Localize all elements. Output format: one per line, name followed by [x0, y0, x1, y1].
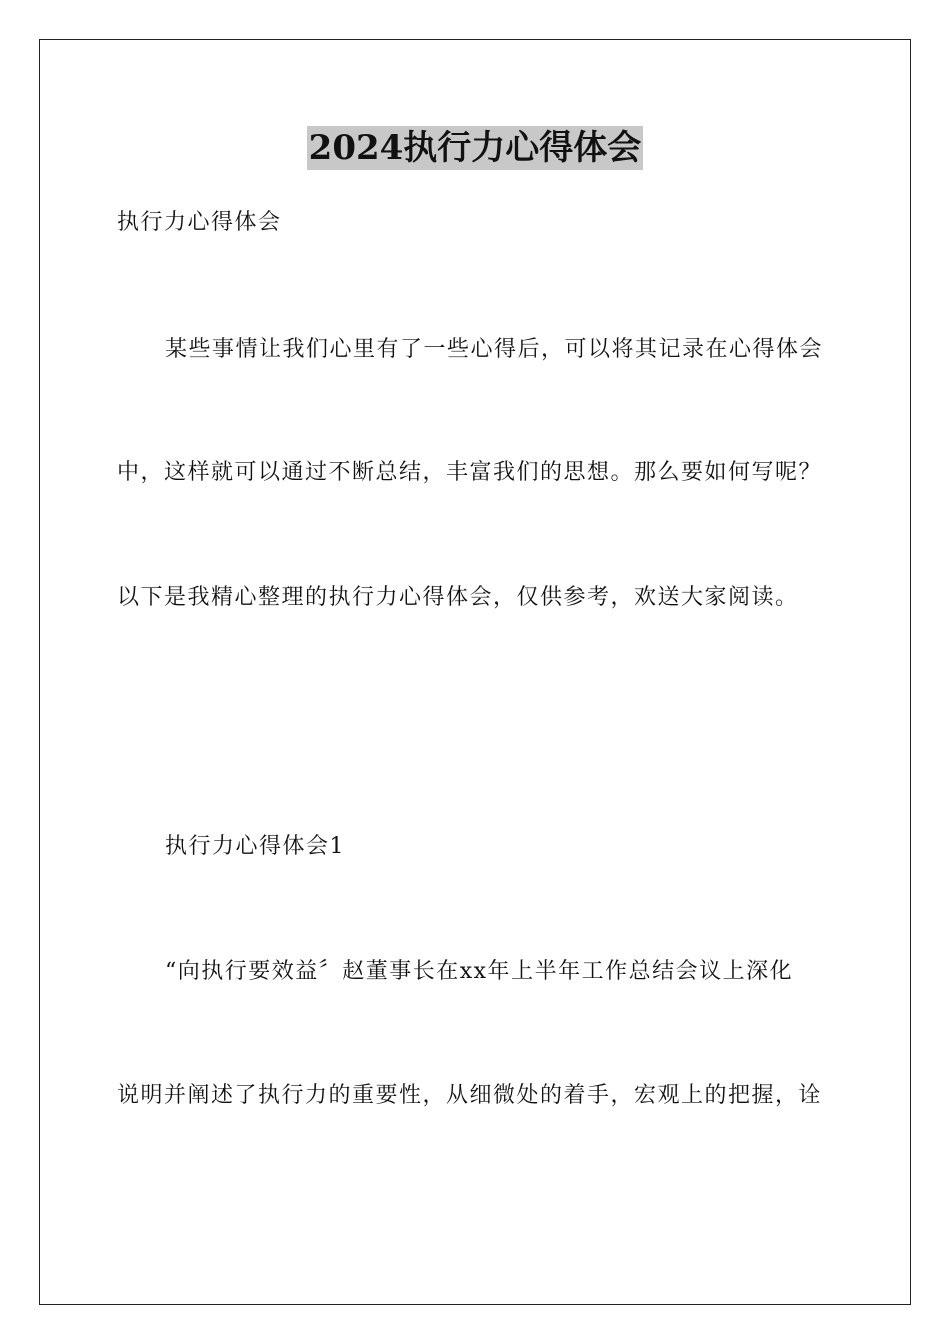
section-line-2: 说明并阐述了执行力的重要性，从细微处的着手，宏观上的把握，诠: [117, 1083, 823, 1108]
title-container: [0, 126, 950, 170]
intro-line-2: 中，这样就可以通过不断总结，丰富我们的思想。那么要如何写呢？: [117, 460, 823, 485]
intro-line-1: 某些事情让我们心里有了一些心得后，可以将其记录在心得体会: [165, 337, 824, 362]
intro-line-3: 以下是我精心整理的执行力心得体会，仅供参考，欢送大家阅读。: [117, 585, 799, 610]
section-line-1: “向执行要效益〞赵董事长在xx年上半年工作总结会议上深化: [165, 959, 794, 984]
section-heading: 执行力心得体会1: [165, 834, 345, 859]
document-subtitle: 执行力心得体会: [117, 210, 282, 235]
document-title: 2024执行力心得体会: [308, 128, 642, 168]
